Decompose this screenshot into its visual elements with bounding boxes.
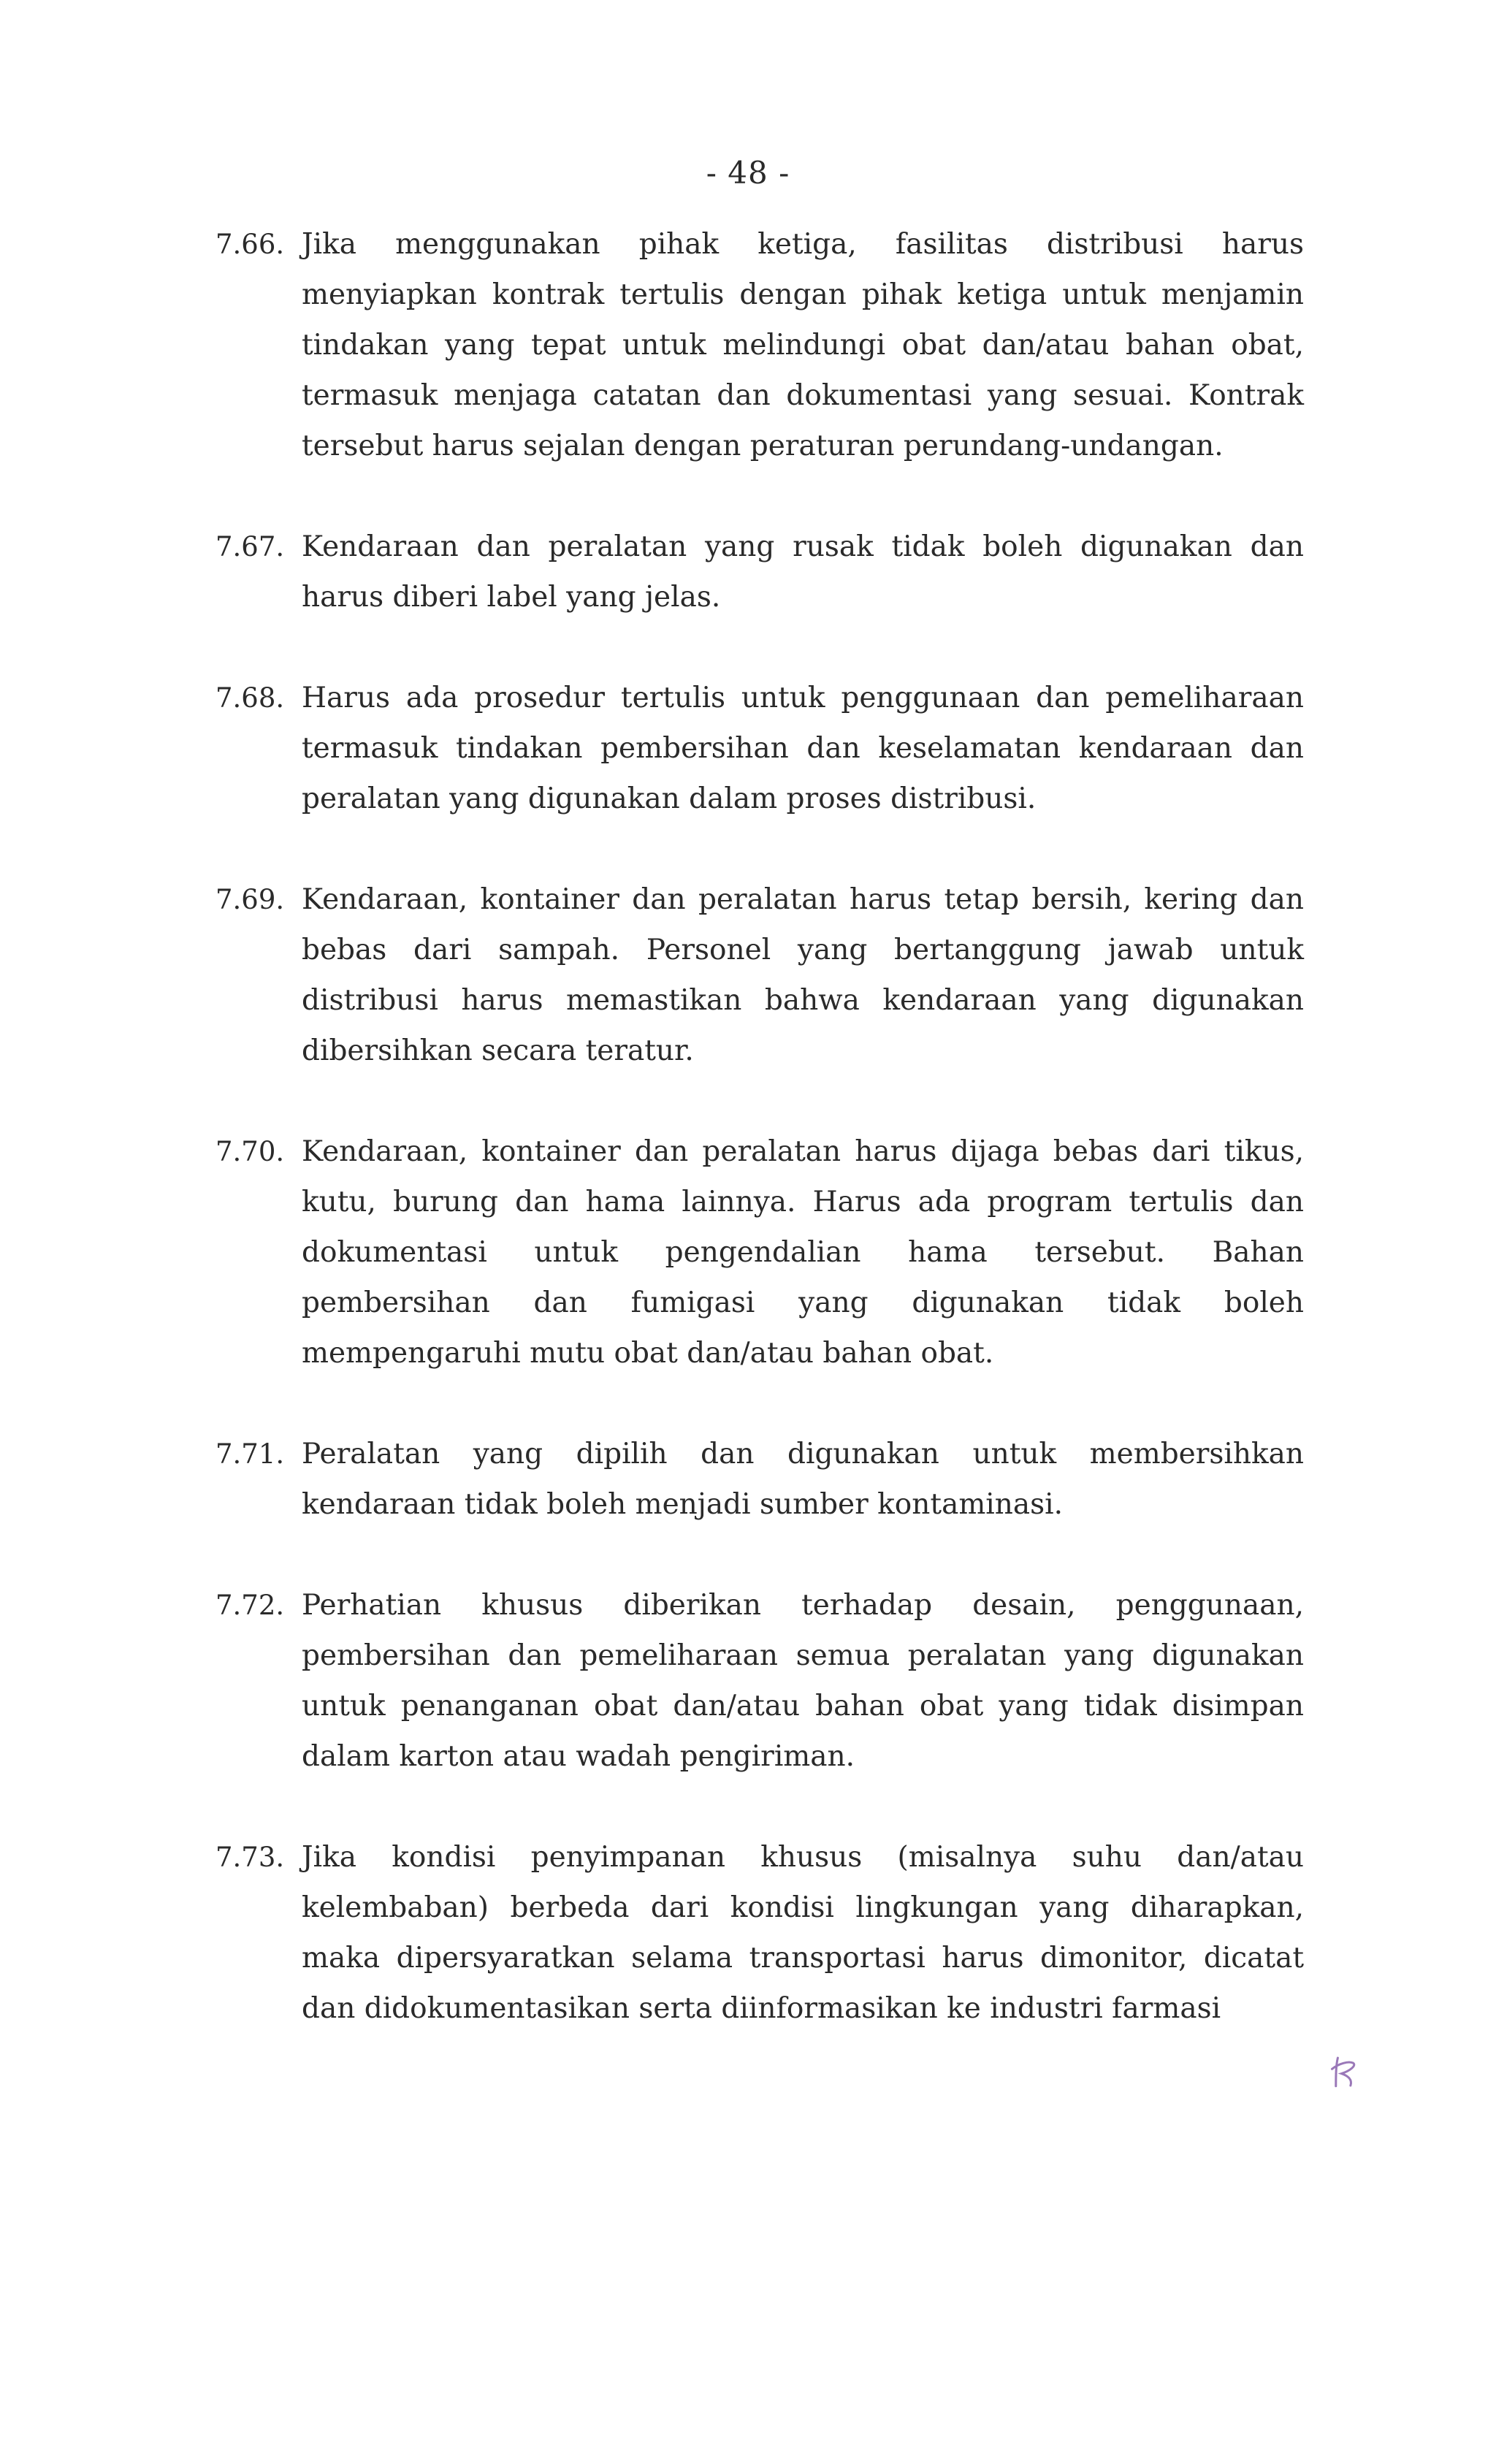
clause-number: 7.73. [215,1842,285,1873]
clause-text: Harus ada prosedur tertulis untuk penggunaan dan pemeliharaan termasuk tindakan pembersihan dan keselamatan kendaraan dan peralatan yang digunakan dalam proses distribusi. [302,682,1304,815]
clause-text: Jika kondisi penyimpanan khusus (misalnya suhu dan/atau kelembaban) berbeda dari kondisi lingkungan yang diharapkan, maka dipersyaratkan selama transportasi harus dimonitor, dicatat dan didokumentasikan serta diinformasikan ke industri farmasi [302,1841,1304,2025]
clause-text: Kendaraan, kontainer dan peralatan harus dijaga bebas dari tikus, kutu, burung dan hama lainnya. Harus ada program tertulis dan dokumentasi untuk pengendalian hama tersebut. Bahan pembersihan dan fumigasi yang digunakan tidak boleh mempengaruhi mutu obat dan/atau bahan obat. [302,1135,1304,1370]
initial-signature-mark [1325,2049,1362,2093]
clause-number: 7.72. [215,1590,285,1621]
clause-text: Kendaraan dan peralatan yang rusak tidak boleh digunakan dan harus diberi label yang jelas. [302,530,1304,614]
clause-7-69 [215,874,1304,1076]
clause-number: 7.66. [215,229,285,260]
clause-7-72 [215,1580,1304,1782]
clause-number: 7.69. [215,884,285,915]
clause-text: Perhatian khusus diberikan terhadap desain, penggunaan, pembersihan dan pemeliharaan semua peralatan yang digunakan untuk penanganan obat dan/atau bahan obat yang tidak disimpan dalam karton atau wadah pengiriman. [302,1589,1304,1773]
clause-number: 7.67. [215,531,285,562]
page-number: - 48 - [706,155,790,191]
clause-7-68 [215,673,1304,824]
clause-7-71 [215,1429,1304,1530]
clause-7-66 [215,219,1304,471]
clause-7-73 [215,1832,1304,2034]
clause-number: 7.70. [215,1136,285,1167]
document-body [215,219,1304,2084]
clause-7-67 [215,522,1304,622]
clause-text: Peralatan yang dipilih dan digunakan untuk membersihkan kendaraan tidak boleh menjadi sumber kontaminasi. [302,1438,1304,1521]
clause-text: Kendaraan, kontainer dan peralatan harus tetap bersih, kering dan bebas dari sampah. Personel yang bertanggung jawab untuk distribusi harus memastikan bahwa kendaraan yang digunakan dibersihkan secara teratur. [302,883,1304,1067]
clause-number: 7.68. [215,682,285,714]
clause-text: Jika menggunakan pihak ketiga, fasilitas distribusi harus menyiapkan kontrak tertulis dengan pihak ketiga untuk menjamin tindakan yang tepat untuk melindungi obat dan/atau bahan obat, termasuk menjaga catatan dan dokumentasi yang sesuai. Kontrak tersebut harus sejalan dengan peraturan perundang-undangan. [302,228,1304,462]
clause-number: 7.71. [215,1438,285,1470]
clause-7-70 [215,1126,1304,1378]
